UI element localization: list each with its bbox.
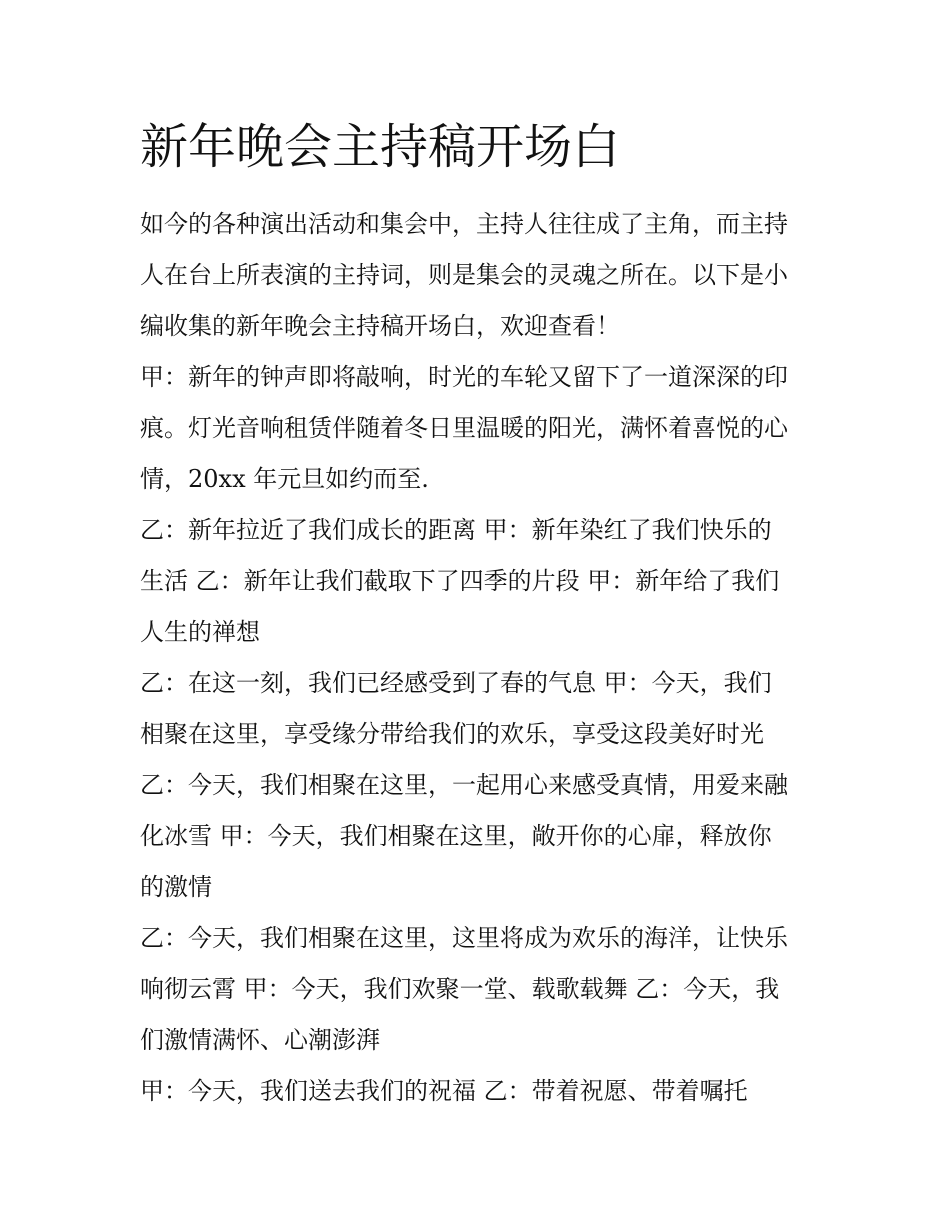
text-line: 乙：新年拉近了我们成长的距离 甲：新年染红了我们快乐的 (140, 516, 772, 544)
text-line: 甲：新年的钟声即将敲响，时光的车轮又留下了一道深深的印 (140, 363, 788, 391)
text-line: 痕。灯光音响租赁伴随着冬日里温暖的阳光，满怀着喜悦的心 (140, 414, 788, 442)
text-line: 如今的各种演出活动和集会中，主持人往往成了主角，而主持 (140, 210, 788, 238)
text-line: 乙：在这一刻，我们已经感受到了春的气息 甲：今天，我们 (140, 669, 772, 697)
text-line: 相聚在这里，享受缘分带给我们的欢乐，享受这段美好时光 (140, 720, 764, 748)
text-line: 编收集的新年晚会主持稿开场白，欢迎查看！ (140, 312, 620, 340)
text-line: 乙：今天，我们相聚在这里，这里将成为欢乐的海洋，让快乐 (140, 924, 788, 952)
text-line: 乙：今天，我们相聚在这里，一起用心来感受真情，用爱来融 (140, 771, 788, 799)
document-title: 新年晚会主持稿开场白 (140, 119, 621, 175)
text-line: 人生的禅想 (140, 618, 260, 646)
text-line: 响彻云霄 甲：今天，我们欢聚一堂、载歌载舞 乙：今天，我 (140, 975, 780, 1003)
document-body (140, 199, 820, 1117)
text-line: 生活 乙：新年让我们截取下了四季的片段 甲：新年给了我们 (140, 567, 780, 595)
text-line: 人在台上所表演的主持词，则是集会的灵魂之所在。以下是小 (140, 261, 788, 289)
text-line: 甲：今天，我们送去我们的祝福 乙：带着祝愿、带着嘱托 (140, 1077, 748, 1105)
text-line: 情，20xx 年元旦如约而至. (140, 465, 429, 493)
text-line: 的激情 (140, 873, 212, 901)
text-line: 化冰雪 甲：今天，我们相聚在这里，敞开你的心扉，释放你 (140, 822, 772, 850)
text-line: 们激情满怀、心潮澎湃 (140, 1026, 380, 1054)
